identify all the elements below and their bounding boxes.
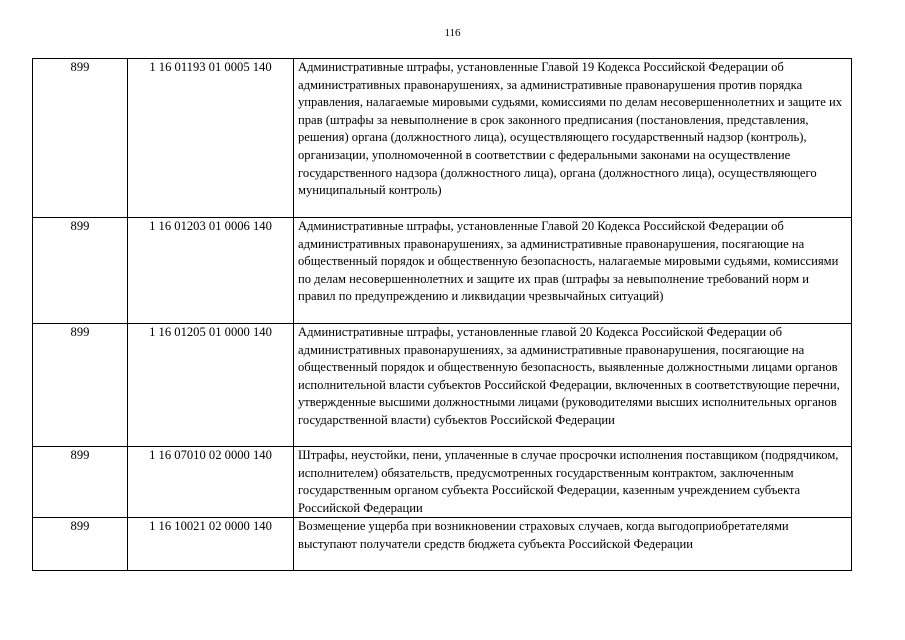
- admin-code-cell: 899: [33, 518, 128, 571]
- table-row: [33, 518, 852, 571]
- admin-code-cell: 899: [33, 324, 128, 447]
- budget-code-cell: 1 16 01203 01 0006 140: [128, 218, 294, 324]
- table-row: [33, 447, 852, 518]
- budget-code-cell: 1 16 07010 02 0000 140: [128, 447, 294, 518]
- description-cell: Административные штрафы, установленные Главой 19 Кодекса Российской Федерации об административных правонарушениях, за административные правонарушения против порядка управления, налагаемые мировыми судьями, комиссиями по делам несовершеннолетних и защите их прав (штрафы за невыполнение в срок законного предписания (постановления, представления, решения) органа (должностного лица), осуществляющего государственный надзор (контроль), организации, уполномоченной в соответствии с федеральными законами на осуществление государственного надзора (должностного лица), органа (должностного лица), осуществляющего муниципальный контроль): [294, 59, 852, 218]
- table-row: [33, 59, 852, 218]
- description-cell: Административные штрафы, установленные Главой 20 Кодекса Российской Федерации об административных правонарушениях, за административные правонарушения, посягающие на общественный порядок и общественную безопасность, налагаемые мировыми судьями, комиссиями по делам несовершеннолетних и защите их прав (штрафы за невыполнение требований норм и правил по предупреждению и ликвидации чрезвычайных ситуаций): [294, 218, 852, 324]
- budget-code-cell: 1 16 01193 01 0005 140: [128, 59, 294, 218]
- admin-code-cell: 899: [33, 218, 128, 324]
- description-cell: Штрафы, неустойки, пени, уплаченные в случае просрочки исполнения поставщиком (подрядчиком, исполнителем) обязательств, предусмотренных государственным контрактом, заключенным государственным органом субъекта Российской Федерации, казенным учреждением субъекта Российской Федерации: [294, 447, 852, 518]
- table-row: [33, 218, 852, 324]
- budget-codes-table: [32, 58, 852, 571]
- budget-code-cell: 1 16 10021 02 0000 140: [128, 518, 294, 571]
- page-number: 116: [444, 27, 461, 39]
- admin-code-cell: 899: [33, 59, 128, 218]
- description-cell: Административные штрафы, установленные главой 20 Кодекса Российской Федерации об административных правонарушениях, за административные правонарушения, посягающие на общественный порядок и общественную безопасность, выявленные должностными лицами органов исполнительной власти субъектов Российской Федерации, включенных в соответствующие перечни, утвержденные высшими должностными лицами (руководителями высших исполнительных органов государственной власти) субъектов Российской Федерации: [294, 324, 852, 447]
- admin-code-cell: 899: [33, 447, 128, 518]
- table-row: [33, 324, 852, 447]
- description-cell: Возмещение ущерба при возникновении страховых случаев, когда выгодоприобретателями выступают получатели средств бюджета субъекта Российской Федерации: [294, 518, 852, 571]
- budget-code-cell: 1 16 01205 01 0000 140: [128, 324, 294, 447]
